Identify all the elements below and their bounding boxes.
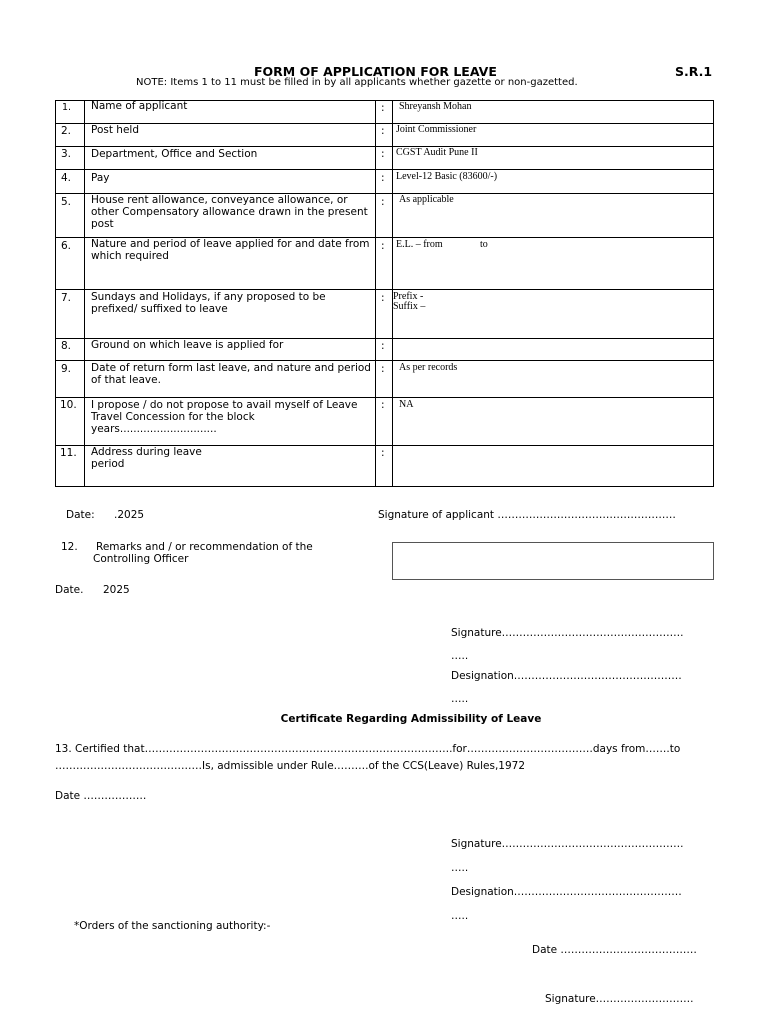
row-number: 10. <box>60 399 77 411</box>
signature-line: Signature……………………………………………. <box>451 838 684 850</box>
row-colon: : <box>381 447 385 459</box>
row-colon: : <box>381 240 385 252</box>
final-signature-line: Signature………………………. <box>545 993 694 1005</box>
row-colon: : <box>381 172 385 184</box>
row-label: Pay <box>91 172 110 184</box>
row-number: 7. <box>61 292 72 304</box>
row-label: Sundays and Holidays, if any proposed to be prefixed/ suffixed to leave <box>91 291 326 315</box>
row-label: Nature and period of leave applied for and date from which required <box>91 238 370 262</box>
row-number: 11. <box>60 447 77 459</box>
row-number: 8. <box>61 340 72 352</box>
row-colon: : <box>381 292 385 304</box>
row-label: Address during leave period <box>91 446 202 470</box>
remarks-number: 12. <box>61 541 78 553</box>
row-colon: : <box>381 399 385 411</box>
date-label: Date: <box>66 509 95 521</box>
row-value: Prefix - <box>393 291 424 302</box>
signature-dots: ….. <box>451 862 469 874</box>
form-note: NOTE: Items 1 to 11 must be filled in by all applicants whether gazette or non-gazetted. <box>136 77 578 88</box>
row-number: 3. <box>61 148 72 160</box>
row-value-suffix: Suffix – <box>393 301 426 312</box>
row-colon: : <box>381 363 385 375</box>
certificate-line-2: ……………………………………Is, admissible under Rule……….of the CCS(Leave) Rules,1972 <box>55 760 526 772</box>
remarks-label: Remarks and / or recommendation of the Controlling Officer <box>93 541 313 565</box>
remarks-box[interactable] <box>392 542 714 580</box>
signature-dots: ….. <box>451 650 469 662</box>
row-colon: : <box>381 148 385 160</box>
row-value: NA <box>399 399 414 410</box>
row-value: As per records <box>399 362 458 373</box>
row-label: Post held <box>91 124 140 136</box>
date-value: .2025 <box>114 509 145 521</box>
certificate-title: Certificate Regarding Admissibility of Leave <box>280 713 542 725</box>
certificate-line-1: 13. Certified that…………………………………………………………………………….for………………………………days from…….to <box>55 743 681 755</box>
row-colon: : <box>381 125 385 137</box>
row-number: 4. <box>61 172 72 184</box>
row-label: House rent allowance, conveyance allowance, or other Compensatory allowance drawn in the present post <box>91 194 368 230</box>
date2-label: Date. <box>55 584 84 596</box>
row-label: I propose / do not propose to avail myself of Leave Travel Concession for the block years............................. <box>91 399 358 435</box>
row-value: Shreyansh Mohan <box>399 101 472 112</box>
row-value: CGST Audit Pune II <box>396 147 478 158</box>
applicant-signature-line: Signature of applicant …………………………………………… <box>378 509 676 521</box>
orders-label: *Orders of the sanctioning authority:- <box>74 920 271 932</box>
designation-line: Designation………………………………………… <box>451 670 682 682</box>
row-value: Joint Commissioner <box>396 124 477 135</box>
final-date-line: Date ………………………………… <box>532 944 697 956</box>
row-label: Ground on which leave is applied for <box>91 339 284 351</box>
date2-value: 2025 <box>103 584 130 596</box>
form-title: FORM OF APPLICATION FOR LEAVE <box>254 64 497 79</box>
form-code: S.R.1 <box>675 64 713 79</box>
row-number: 6. <box>61 240 72 252</box>
row-number: 5. <box>61 196 72 208</box>
row-number: 2. <box>61 125 72 137</box>
designation-line: Designation………………………………………… <box>451 886 682 898</box>
row-colon: : <box>381 102 385 114</box>
row-value: Level-12 Basic (83600/-) <box>396 171 498 182</box>
row-label: Date of return form last leave, and nature and period of that leave. <box>91 362 371 386</box>
row-number: 9. <box>61 363 72 375</box>
designation-dots: ….. <box>451 693 469 705</box>
row-value-to: to <box>480 239 488 250</box>
row-colon: : <box>381 196 385 208</box>
row-number: 1. <box>62 102 72 113</box>
row-value: E.L. – from <box>396 239 443 250</box>
row-label: Name of applicant <box>91 100 188 112</box>
designation-dots: ….. <box>451 910 469 922</box>
row-label: Department, Office and Section <box>91 148 258 160</box>
row-colon: : <box>381 340 385 352</box>
certificate-date: Date ……………… <box>55 790 147 802</box>
row-value: As applicable <box>399 194 454 205</box>
signature-line: Signature……………………………………………. <box>451 627 684 639</box>
